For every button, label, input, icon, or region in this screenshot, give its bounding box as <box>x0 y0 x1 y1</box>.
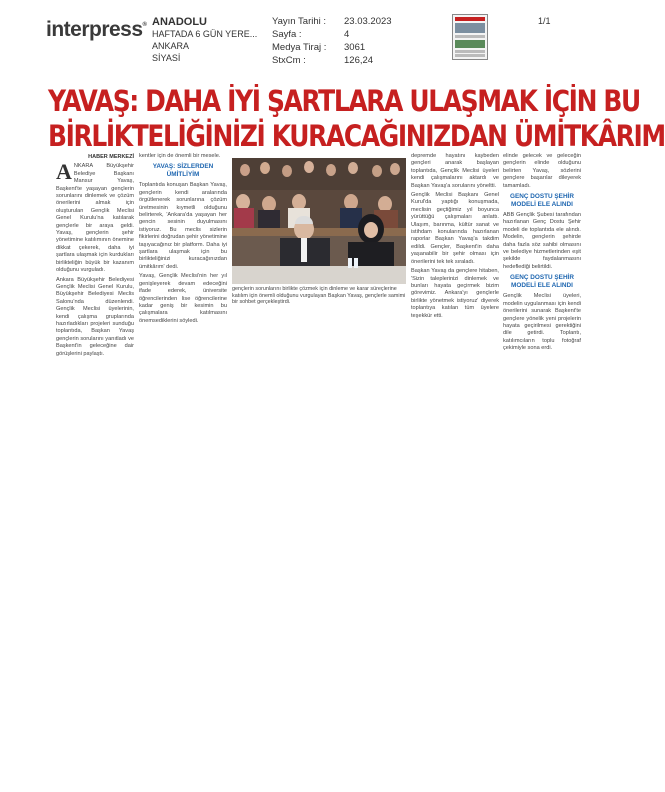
publication-name: ANADOLU <box>152 16 207 28</box>
meta-value-date: 23.03.2023 <box>344 16 392 27</box>
meta-label-page: Sayfa : <box>272 29 302 40</box>
paragraph: Ankara Büyükşehir Belediyesi Gençlik Meclisi Genel Kurulu, Büyükşehir Belediyesi Meclis Salonu'nda düzenlendi. Gençlik Meclisi üyelerinin, kendi çalışma gruplarında hazırladıkları projeleri sunduğu toplantıda, Başkan Yavaş gençlerin sorularını yanıtladı ve Başkent'in geleceğine dair görüşlerini paylaştı. <box>56 276 134 357</box>
paragraph: Gençlik Meclisi Başkanı Genel Kurul'da yaptığı konuşmada, meclisin geçtiğimiz yıl boyunca yürüttüğü çalışmaları anlattı. Ulaşım, barınma, kültür sanat ve istihdam konularında hazırlanan raporlar Başkan Yavaş'a takdim edildi. Gençler, Başkent'in daha yaşanabilir bir şehir olması için önerilerini tek tek sıraladı. <box>411 192 499 265</box>
headline-line-2: BİRLİKTELİĞİNİZİ KURACAĞINIZDAN ÜMİTKÂRIM <box>48 119 665 153</box>
meta-value-circulation: 3061 <box>344 42 366 53</box>
subheading-genc-dostu: GENÇ DOSTU ŞEHİR MODELİ ELE ALINDI <box>510 193 574 209</box>
subheading-yavas: YAVAŞ: SİZLERDEN ÜMİTLİYİM <box>152 163 214 179</box>
page-thumbnail[interactable] <box>452 14 488 60</box>
paragraph: Toplantıda konuşan Başkan Yavaş, gençlerin kendi aralarında örgütlenerek sorunlarına çözüm üretmesinin kıymetli olduğunu belirterek, 'Ankara'da yaşayan her gencin sesinin duyulmasını istiyoruz. Bu meclis sizlerin fikirlerini doğrudan şehir yönetimine taşıyacağınız bir platform. Daha iyi şartlara ulaşmak için bu birlikteliğinizi kuracağınızdan ümitkârım' dedi. <box>139 182 227 270</box>
paragraph: ABB Gençlik Şubesi tarafından hazırlanan Genç Dostu Şehir modeli de toplantıda ele alındı. Modelin, gençlerin şehirde daha fazla söz sahibi olmasını ve belediye hizmetlerinden eşit şekilde faydalanmasını hedeflediği belirtildi. <box>503 212 581 270</box>
drop-cap: A <box>56 159 72 185</box>
article-column-1 <box>56 154 134 357</box>
paragraph: Yavaş, Gençlik Meclisi'nin her yıl genişleyerek devam edeceğini ifade ederek, üniversite öğrencilerinden lise öğrencilerine kadar geniş bir kesimin bu çalışmalara katılmasını önemsediklerini söyledi. <box>139 273 227 324</box>
publication-city: ANKARA <box>152 41 190 51</box>
subheading-genc-dostu-2: GENÇ DOSTU ŞEHİR MODELİ ELE ALINDI <box>510 274 574 290</box>
meta-value-page: 4 <box>344 29 350 40</box>
lead-paragraph: ANKARA Büyükşehir Belediye Başkanı Mansur Yavaş, Başkent'te yaşayan gençlerin sorunlarını dinlemek ve çözüm önerilerini almak için oluşturulan Gençlik Meclisi Genel Kurulu'na katılarak gençlerle bir araya geldi. Yavaş, gençlerin şehir yönetimine katılımının önemine dikkat çekerek, daha iyi şartlara ulaşmak için kurdukları birlikteliğin büyük bir kazanım olduğunu vurguladı. <box>56 159 134 274</box>
meta-label-circulation: Medya Tiraj : <box>272 42 327 53</box>
article-column-4 <box>411 153 499 330</box>
paragraph: Başkan Yavaş da gençlere hitaben, 'Sizin taleplerinizi dinlemek ve bunları hayata geçirmek bizim görevimiz. Ankara'yı gençlerle birlikte yönetmek istiyoruz' diyerek toplantıya katılan tüm üyelere teşekkür etti. <box>411 268 499 319</box>
article-column-5 <box>503 153 581 352</box>
article-headline <box>48 84 665 154</box>
article-column-2 <box>139 153 227 330</box>
byline: HABER MERKEZİ <box>88 154 134 160</box>
interpress-logo: interpress® <box>46 18 147 41</box>
paragraph: depremde hayatını kaybeden gençleri anarak başlayan toplantıda, Gençlik Meclisi üyeleri kendi çalışmalarını aktardı ve Başkan Yavaş'a sorularını yöneltti. <box>411 153 499 189</box>
meta-value-stxcm: 126,24 <box>344 55 374 66</box>
meta-label-stxcm: StxCm : <box>272 55 306 66</box>
article-photo <box>232 158 406 284</box>
publication-frequency: HAFTADA 6 GÜN YERE... <box>152 29 258 39</box>
page-indicator: 1/1 <box>538 16 551 26</box>
photo-caption: gençlerin sorunlarını birlikte çözmek için dinleme ve karar süreçlerine katılım için önemli olduğunu vurgulayan Başkan Yavaş, gençlerle samimi bir sohbet gerçekleştirdi. <box>232 286 406 306</box>
headline-line-1: YAVAŞ: DAHA İYİ ŞARTLARA ULAŞMAK İÇİN BU <box>48 84 640 118</box>
paragraph: kentler için de önemli bir mesele. <box>139 153 221 159</box>
publication-category: SİYASİ <box>152 53 181 63</box>
meta-label-date: Yayın Tarihi : <box>272 16 327 27</box>
paragraph: elinde gelecek ve geleceğin gençlerin elinde olduğunu belirten Yavaş, sözlerini gençlere başarılar dileyerek tamamladı. <box>503 153 581 189</box>
paragraph: Gençlik Meclisi üyeleri, modelin uygulanması için kendi önerilerini sunarak Başkent'te gençlere yönelik yeni projelerin hayata geçirilmesi gerektiğini dile getirdi. Toplantı, katılımcıların toplu fotoğraf çekimiyle sona erdi. <box>503 293 581 352</box>
